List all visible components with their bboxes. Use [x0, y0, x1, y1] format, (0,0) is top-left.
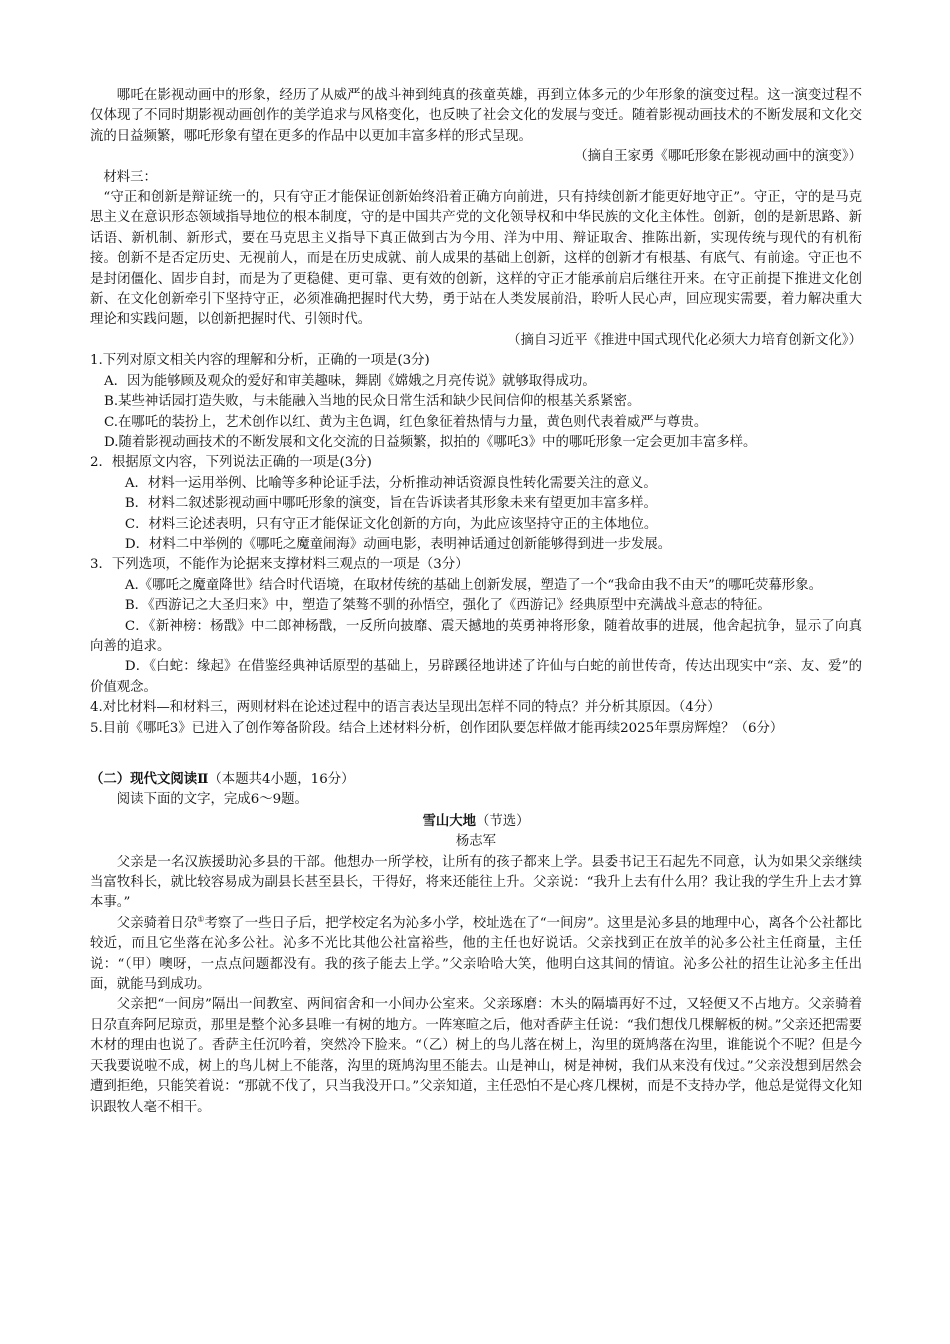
- exam-page: [90, 86, 862, 1118]
- question-5: 5.目前《哪吒3》已进入了创作筹备阶段。结合上述材料分析，创作团队要怎样做才能再续2025年票房辉煌？（6分）: [90, 720, 784, 736]
- material3-label: 材料三：: [103, 169, 157, 185]
- story-title-text: 雪山大地: [422, 812, 476, 829]
- story-title: [90, 811, 862, 832]
- material2-tail-paragraph: 哪吒在影视动画中的形象，经历了从威严的战斗神到纯真的孩童英雄，再到立体多元的少年形象的演变过程。这一演变过程不仅体现了不同时期影视动画创作的美学追求与风格变化，也反映了社会文化的发展与变迁。随着影视动画技术的不断发展和文化交流的日益频繁，哪吒形象有望在更多的作品中以更加丰富多样的形式呈现。: [90, 88, 862, 144]
- question-2: [90, 453, 862, 555]
- section-2-instruction: 阅读下面的文字，完成6～9题。: [116, 792, 308, 808]
- section-2-meta: （本题共4小题，16分）: [208, 772, 355, 787]
- question-3-option-c: C．《新神榜：杨戬》中二郎神杨戬，一反所向披靡、震天撼地的英勇神将形象，随着故事的进展，他舍起抗争，显示了向真向善的追求。: [90, 618, 862, 654]
- question-3-stem: 3．下列选项，不能作为论据来支撑材料三观点的一项是（3分）: [90, 557, 469, 573]
- question-2-option-b: B．材料二叙述影视动画中哪吒形象的演变，旨在告诉读者其形象未来有望更加丰富多样。: [124, 496, 657, 512]
- question-1-option-b: B.某些神话园打造失败，与未能融入当地的民众日常生活和缺少民间信仰的根基关系紧密。: [104, 394, 641, 410]
- footnote-marker: ①: [197, 914, 205, 924]
- question-3-option-b: B．《西游记之大圣归来》中，塑造了桀骜不驯的孙悟空，强化了《西游记》经典原型中充满战斗意志的特征。: [124, 598, 771, 614]
- section-2-heading: [90, 769, 862, 790]
- story-paragraph-2-rest: 考察了一些日子后，把学校定名为沁多小学，校址选在了“一间房”。这里是沁多县的地理中心，离各个公社都比较近，而且它坐落在沁多公社。沁多不光比其他公社富裕些，他的主任也好说话。父亲找到正在放羊的沁多公社主任商量，主任说：“（甲）噢呀，一点点问题都没有。我的孩子能去上学。”父亲哈哈大笑，他明白这其间的情谊。沁多公社的招生让沁多主任出面，就能马到成功。: [90, 915, 863, 993]
- story-paragraph-1: 父亲是一名汉族援助沁多县的干部。他想办一所学校，让所有的孩子都来上学。县委书记王石起先不同意，认为如果父亲继续当富牧科长，就比较容易成为副县长甚至县长，干得好，将来还能往上升。父亲说：“我升上去有什么用？我让我的学生升上去才算本事。”: [90, 854, 862, 911]
- story-author: 杨志军: [455, 834, 497, 850]
- material3-source: （摘自习近平《推进中国式现代化必须大力培育创新文化》）: [507, 332, 862, 348]
- question-1-option-a: A．因为能够顾及观众的爱好和审美趣味，舞剧《嫦娥之月亮传说》就够取得成功。: [104, 373, 596, 389]
- question-1-option-c: C.在哪吒的装扮上，艺术创作以红、黄为主色调，红色象征着热情与力量，黄色则代表着威严与尊贵。: [104, 414, 708, 430]
- material3-paragraph: “守正和创新是辩证统一的，只有守正才能保证创新始终沿着正确方向前进，只有持续创新才能更好地守正”。守正，守的是马克思主义在意识形态领域指导地位的根本制度，守的是中国共产党的文化领导权和中华民族的文化主体性。创新，创的是新思路、新话语、新机制、新形式，要在马克思主义指导下真正做到古为今用、洋为中用、辩证取舍、推陈出新，实现传统与现代的有机衔接。创新不是否定历史、无视前人，而是在历史成就、前人成果的基础上创新，这样的创新才有根基、有底气、有前途。守正也不是封闭僵化、固步自封，而是为了更稳健、更可靠、更有效的创新，这样的守正才能承前启后继往开来。在守正前提下推进文化创新、在文化创新牵引下坚持守正，必须准确把握时代大势，勇于站在人类发展前沿，聆听人民心声，回应现实需要，着力解决重大理论和实践问题，以创新把握时代、引领时代。: [90, 190, 862, 328]
- question-2-stem: 2．根据原文内容，下列说法正确的一项是(3分): [90, 455, 372, 471]
- question-1-stem: 1.下列对原文相关内容的理解和分析，正确的一项是(3分): [90, 353, 430, 369]
- question-3-option-d: D．《白蛇：缘起》在借鉴经典神话原型的基础上，另辟蹊径地讲述了许仙与白蛇的前世传奇，传达出现实中“亲、友、爱”的价值观念。: [90, 659, 862, 695]
- material2-source: （摘自王家勇《哪吒形象在影视动画中的演变》）: [574, 149, 862, 165]
- question-3: [90, 555, 862, 698]
- story-paragraph-3: 父亲把“一间房”隔出一间教室、两间宿舍和一小间办公室来。父亲琢磨：木头的隔墙再好不过，又轻便又不占地方。父亲骑着日尕直奔阿尼琼贡，那里是整个沁多县唯一有树的地方。一阵寒暄之后，他对香萨主任说：“我们想伐几棵解板的树。”父亲还把需要木材的理由也说了。香萨主任沉吟着，突然冷下脸来。“（乙）树上的鸟儿落在树上，沟里的斑鸠落在沟里，谁能说个不呢？但是今天我要说啦不成，树上的鸟儿树上不能落，沟里的斑鸠沟里丕能去。山是神山，树是神树，我们从来没有伐过。”父亲没想到居然会遭到拒绝，只能笑着说：“那就不伐了，只当我没开口。”父亲知道，主任恐怕不是心疼几棵树，而是不支持办学，他总是觉得文化知识跟牧人毫不相干。: [90, 997, 862, 1115]
- story-title-note: （节选）: [476, 813, 530, 829]
- section-2-heading-text: （二）现代文阅读Ⅱ: [90, 771, 209, 787]
- question-3-option-a: A.《哪吒之魔童降世》结合时代语境，在取材传统的基础上创新发展，塑造了一个“我命由我不由天”的哪吒荧幕形象。: [124, 577, 822, 593]
- question-1-option-d: D.随着影视动画技术的不断发展和文化交流的日益频繁，拟拍的《哪吒3》中的哪吒形象一定会更加丰富多样。: [104, 434, 757, 450]
- story-paragraph-2: [90, 914, 862, 996]
- question-2-option-c: C．材料三论述表明，只有守正才能保证文化创新的方向，为此应该坚持守正的主体地位。: [124, 516, 658, 532]
- question-1: [90, 351, 862, 453]
- question-2-option-d: D．材料二中举例的《哪吒之魔童闹海》动画电影，表明神话通过创新能够得到进一步发展。: [124, 536, 672, 552]
- story-paragraph-2-start: 父亲骑着日尕: [116, 915, 198, 931]
- question-2-option-a: A．材料一运用举例、比喻等多种论证手法，分析推动神话资源良性转化需要关注的意义。: [124, 475, 657, 491]
- question-4: 4.对比材料—和材料三，两则材料在论述过程中的语言表达呈现出怎样不同的特点？并分析其原因。（4分）: [90, 700, 721, 716]
